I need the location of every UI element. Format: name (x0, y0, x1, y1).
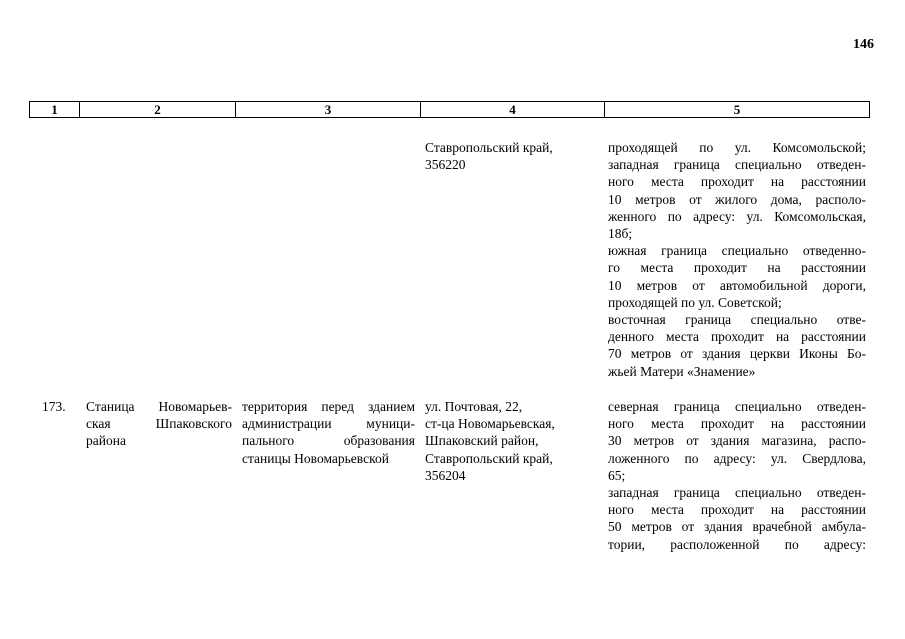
table-header-row (29, 101, 870, 118)
page-number: 146 (853, 37, 874, 52)
text-line: ного места проходит на расстоянии (608, 502, 866, 518)
text-line: денного места проходит на расстоянии (608, 329, 866, 345)
text-line: проходящей по ул. Советской; (608, 294, 782, 310)
text-line: восточная граница специально отве- (608, 312, 866, 328)
header-col-5: 5 (733, 102, 741, 117)
text-line: ного места проходит на расстоянии (608, 174, 866, 190)
row2-locality-cell (86, 398, 232, 450)
text-line: северная граница специально отведен- (608, 399, 866, 414)
text-line: 65; (608, 467, 626, 483)
row2-number: 173. (42, 399, 66, 414)
text-line: Станица Новомарьев- (86, 399, 232, 414)
header-col-3: 3 (236, 102, 421, 117)
text-line: ул. Почтовая, 22, (425, 399, 523, 414)
header-col-4: 4 (421, 102, 605, 117)
row2-boundaries-cell (608, 398, 866, 553)
row2-address-cell (425, 398, 585, 484)
text-line: станицы Новомарьевской (242, 450, 389, 466)
text-line: 30 метров от здания магазина, распо- (608, 433, 866, 449)
text-line: Ставропольский край, (425, 450, 553, 466)
text-line: ская Шпаковского (86, 416, 232, 432)
text-line: администрации муници- (242, 416, 415, 432)
text-line: 18б; (608, 226, 633, 242)
text-line: 356220 (425, 157, 466, 173)
text-line: района (86, 433, 126, 449)
text-line: 70 метров от здания церкви Иконы Бо- (608, 346, 866, 362)
text-line: ст-ца Новомарьевская, (425, 416, 555, 432)
text-line: Шпаковский район, (425, 433, 539, 449)
text-line: Ставропольский край, (425, 140, 553, 155)
header-col-2: 2 (80, 102, 236, 117)
text-line: ного места проходит на расстоянии (608, 416, 866, 432)
text-line: ложенного по адресу: ул. Свердлова, (608, 450, 866, 466)
row1-boundaries-cell (608, 139, 866, 380)
text-line: пального образования (242, 433, 415, 449)
text-line: тории, расположенной по адресу: (608, 536, 866, 552)
text-line: южная граница специально отведенно- (608, 243, 866, 259)
text-line: 10 метров от жилого дома, располо- (608, 191, 866, 207)
text-line: западная граница специально отведен- (608, 485, 866, 501)
text-line: 356204 (425, 467, 466, 483)
text-line: территория перед зданием (242, 399, 415, 414)
header-col-1: 1 (30, 102, 80, 117)
text-line: проходящей по ул. Комсомольской; (608, 140, 866, 155)
text-line: 10 метров от автомобильной дороги, (608, 277, 866, 293)
row1-address-cell (425, 139, 585, 173)
text-line: женного по адресу: ул. Комсомольская, (608, 208, 866, 224)
text-line: жьей Матери «Знамение» (608, 363, 756, 379)
text-line: 50 метров от здания врачебной амбула- (608, 519, 866, 535)
text-line: западная граница специально отведен- (608, 157, 866, 173)
text-line: го места проходит на расстоянии (608, 260, 866, 276)
row2-territory-cell (242, 398, 415, 467)
